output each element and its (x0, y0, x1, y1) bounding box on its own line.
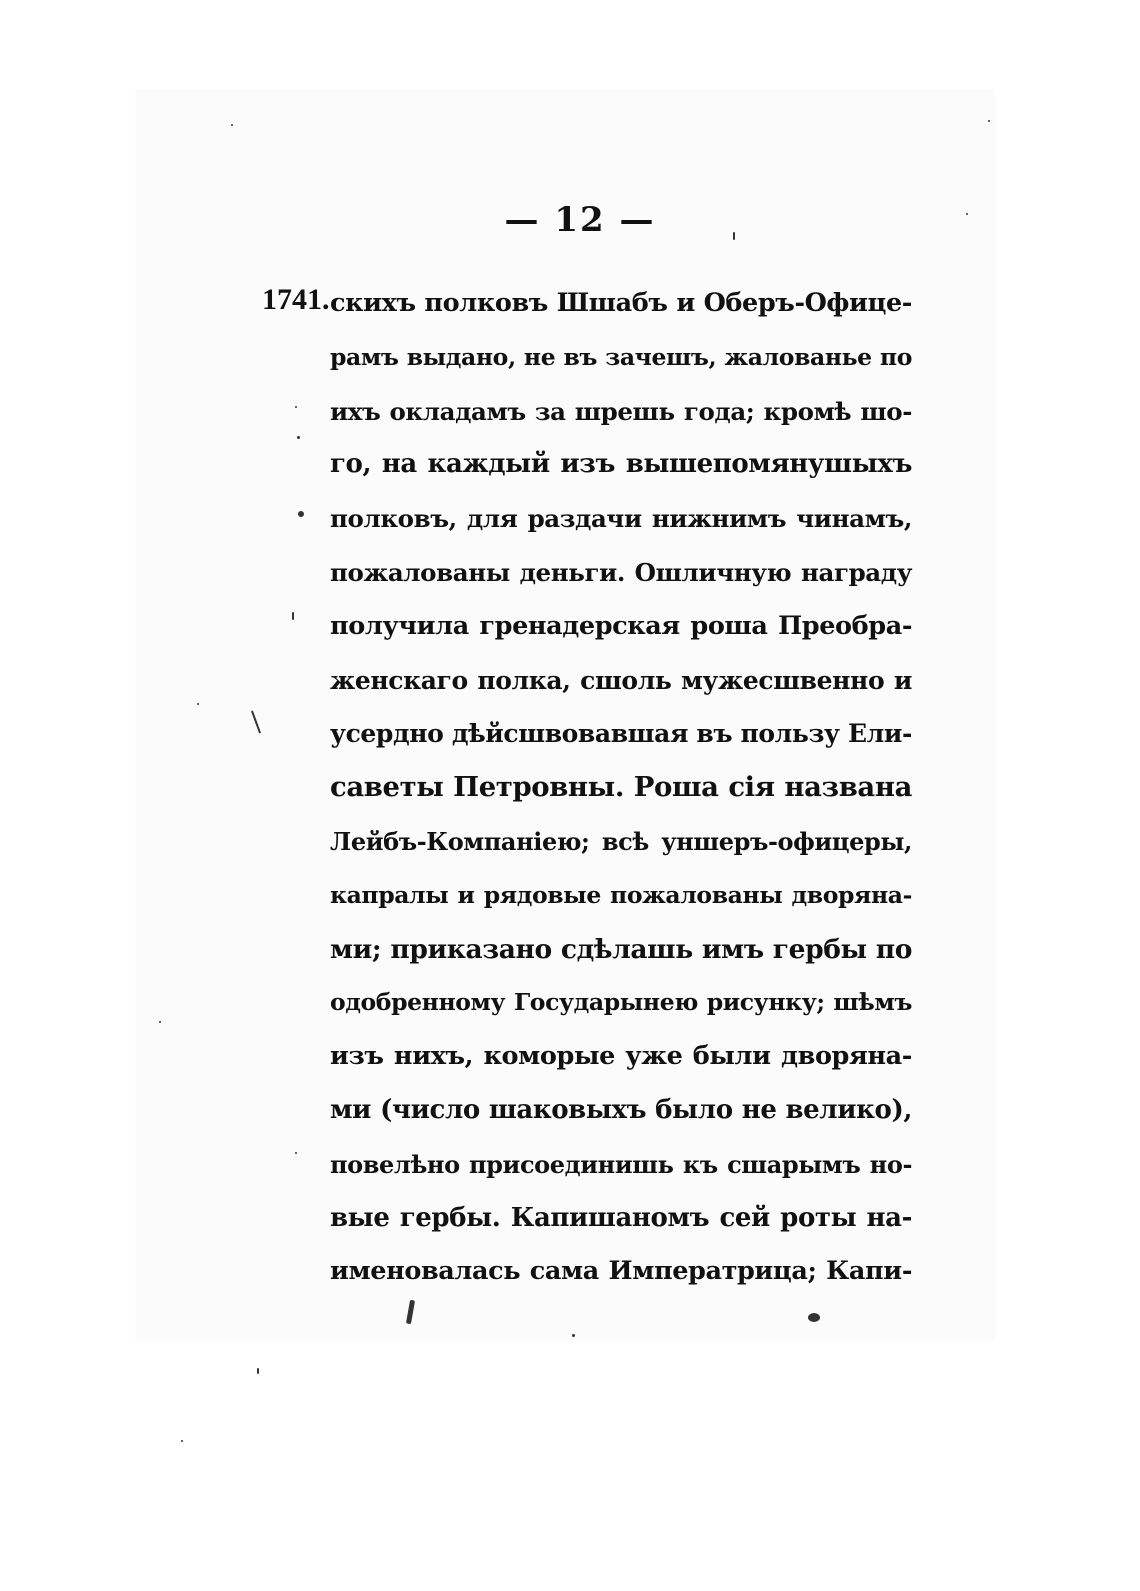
text-line: получила гренадерская роша Преобра- (330, 610, 912, 641)
scan-speck (808, 1313, 820, 1322)
scan-speck (292, 612, 294, 620)
scan-speck (966, 213, 968, 215)
scan-speck (257, 1368, 259, 1374)
text-line: ми; приказано сдѣлашь имъ гербы по (330, 933, 912, 965)
text-line: пожалованы деньги. Ошличную награду (330, 557, 912, 587)
text-line: одобренному Государынею рисунку; шѣмъ (330, 988, 912, 1017)
scan-speck (231, 124, 233, 126)
text-line: женскаго полка, сшоль мужесшвенно и (330, 665, 912, 695)
text-line: капралы и рядовые пожалованы дворяна- (330, 880, 912, 909)
text-line: скихъ полковъ Шшабъ и Оберъ-Офице- (330, 288, 912, 318)
scan-speck (298, 511, 304, 517)
scan-speck (572, 1334, 575, 1337)
scan-speck (295, 1152, 297, 1154)
text-line: именовалась сама Императрица; Капи- (330, 1256, 912, 1287)
page-number: — 12 — (504, 200, 656, 240)
margin-year: 1741. (262, 283, 330, 316)
scan-speck (295, 406, 297, 408)
scan-speck (159, 1021, 161, 1023)
scan-speck (988, 120, 990, 122)
scan-speck (181, 1440, 183, 1442)
scan-speck (197, 703, 199, 705)
text-line: ихъ окладамъ за шрешь года; кромѣ шо- (330, 396, 912, 426)
text-line: полковъ, для раздачи нижнимъ чинамъ, (330, 504, 912, 534)
scan-speck (733, 232, 735, 240)
body-text (330, 277, 912, 1299)
text-line: Лейбъ-Компаніею; всѣ уншеръ-офицеры, (330, 826, 912, 856)
text-line: ми (число шаковыхъ было не велико), (330, 1094, 912, 1125)
text-line: вые гербы. Капишаномъ сей роты на- (330, 1202, 912, 1233)
text-line: повелѣно присоединишь къ сшарымъ но- (330, 1149, 912, 1179)
text-line: го, на каждый изъ вышепомянушыхъ (330, 449, 912, 480)
scan-speck (297, 436, 300, 439)
text-line: рамъ выдано, не въ зачешъ, жалованье по (330, 342, 912, 371)
text-line: саветы Петровны. Роша сія названа (330, 771, 912, 804)
text-line: изъ нихъ, коморые уже были дворяна- (330, 1041, 912, 1072)
text-line: усердно дѣйсшвовавшая въ пользу Ели- (330, 719, 912, 749)
